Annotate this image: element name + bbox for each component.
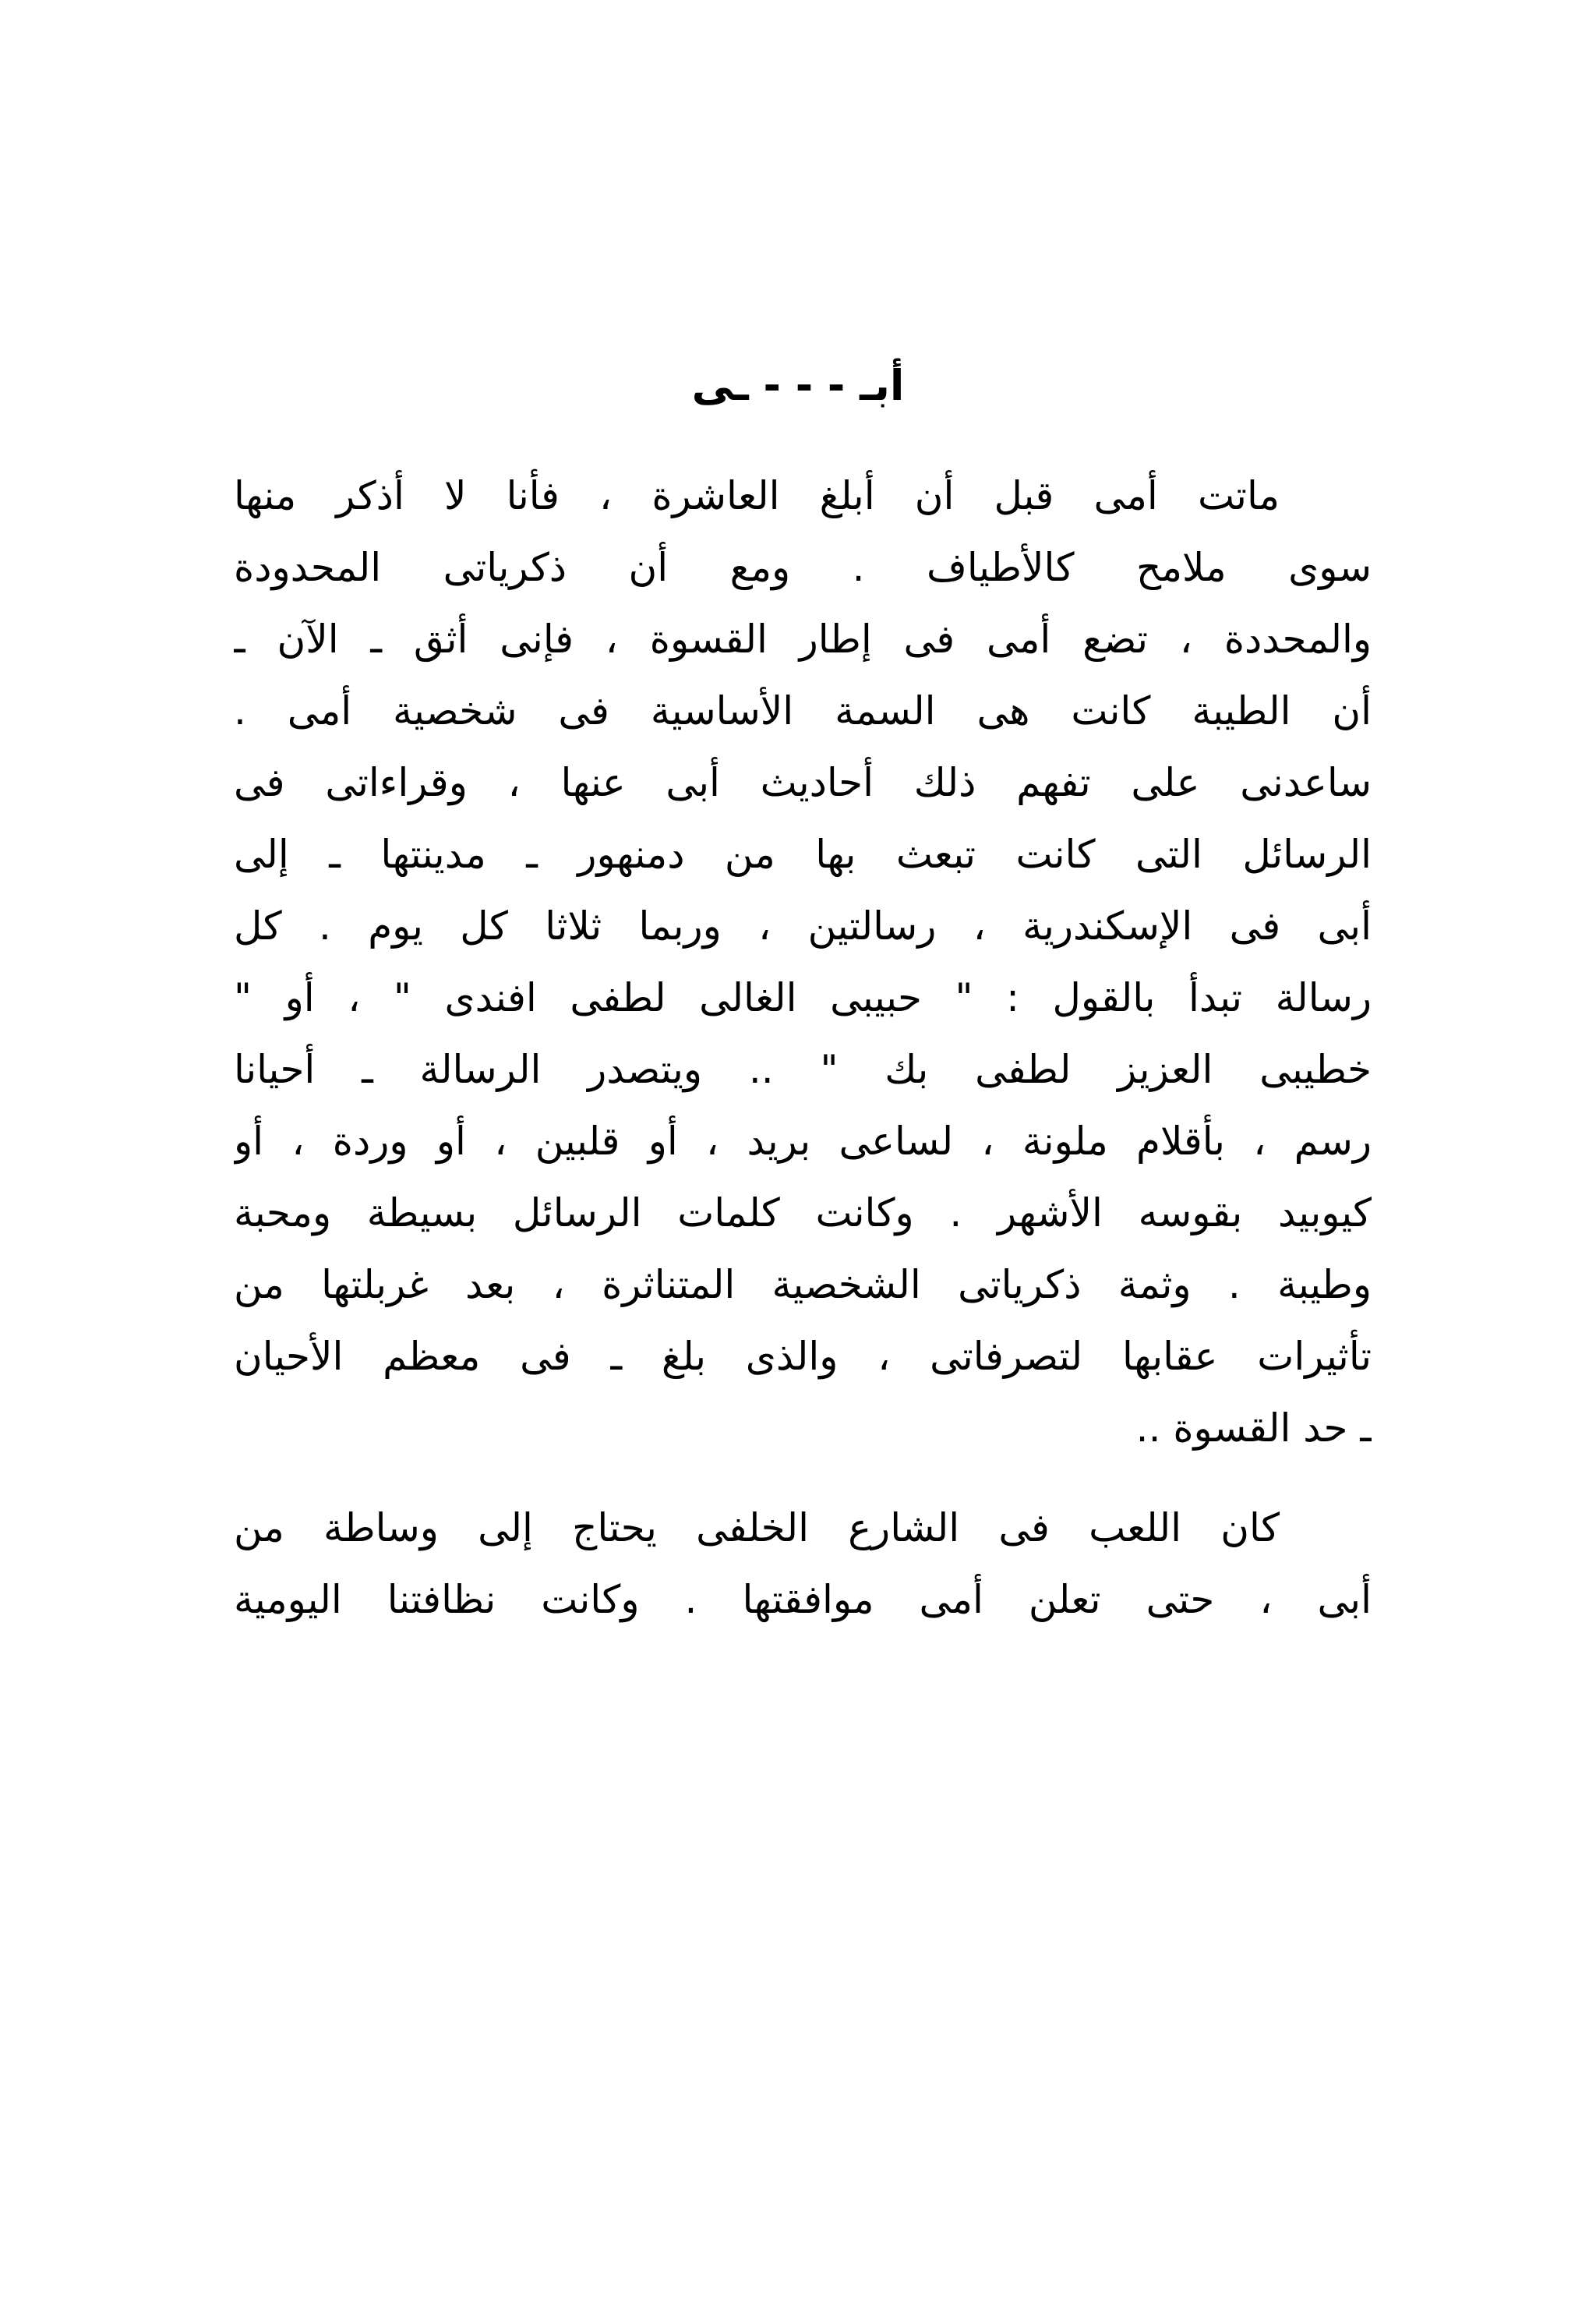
text-line: وطيبة . وثمة ذكرياتى الشخصية المتناثرة ، بعد غربلتها من: [234, 1262, 1372, 1307]
text-line: ساعدنى على تفهم ذلك أحاديث أبى عنها ، وقراءاتى فى: [234, 760, 1372, 805]
text-line: ماتت أمى قبل أن أبلغ العاشرة ، فأنا لا أذكر منها: [234, 473, 1280, 518]
text-line: ـ حد القسوة ..: [1135, 1405, 1372, 1451]
text-line: أبى ، حتى تعلن أمى موافقتها . وكانت نظافتنا اليومية: [234, 1577, 1372, 1622]
paragraph-1: [234, 460, 1372, 1464]
text-line: أبى فى الإسكندرية ، رسالتين ، وربما ثلاثا كل يوم . كل: [234, 903, 1372, 949]
text-line: رسم ، بأقلام ملونة ، لساعى بريد ، أو قلبين ، أو وردة ، أو: [234, 1119, 1372, 1164]
text-line: تأثيرات عقابها لتصرفاتى ، والذى بلغ ـ فى معظم الأحيان: [234, 1334, 1372, 1379]
text-line: كيوبيد بقوسه الأشهر . وكانت كلمات الرسائل بسيطة ومحبة: [234, 1190, 1372, 1236]
paragraph-2: [234, 1492, 1372, 1635]
text-line: سوى ملامح كالأطياف . ومع أن ذكرياتى المحدودة: [234, 545, 1372, 590]
page-title: أبـ - - - ـى: [691, 361, 905, 410]
paragraph-spacer: [234, 1464, 1372, 1492]
text-line: كان اللعب فى الشارع الخلفى يحتاج إلى وساطة من: [234, 1505, 1280, 1550]
text-line: أن الطيبة كانت هى السمة الأساسية فى شخصية أمى .: [234, 688, 1372, 734]
text-line: الرسائل التى كانت تبعث بها من دمنهور ـ مدينتها ـ إلى: [234, 832, 1372, 877]
text-line: خطيبى العزيز لطفى بك " .. ويتصدر الرسالة ـ أحيانا: [234, 1047, 1372, 1092]
text-line: والمحددة ، تضع أمى فى إطار القسوة ، فإنى أثق ـ الآن ـ: [234, 617, 1372, 662]
text-line: رسالة تبدأ بالقول : " حبيبى الغالى لطفى افندى " ، أو ": [234, 975, 1372, 1020]
body-text: [234, 460, 1372, 1635]
